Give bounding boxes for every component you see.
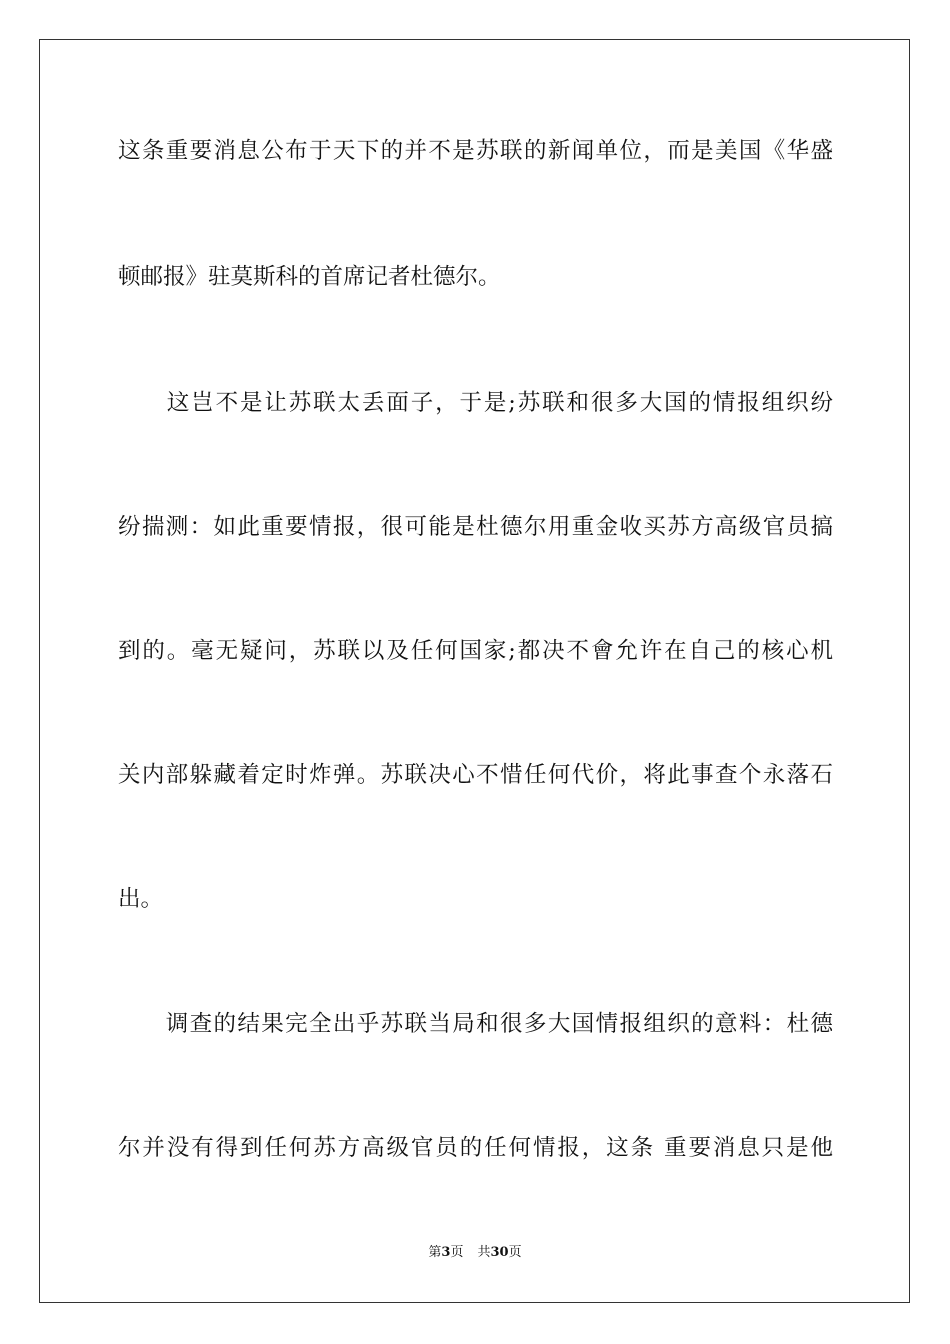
footer-page-prefix: 第 [428,1245,442,1260]
page-footer [0,1244,950,1262]
text-line-6: 关内部躲藏着定时炸弹。苏联决心不惜任何代价，将此事查个永落石 [118,762,833,788]
footer-total-prefix: 共 [477,1245,491,1260]
text-line-4: 纷揣测：如此重要情报，很可能是杜德尔用重金收买苏方高级官员搞 [118,514,833,540]
text-line-9: 尔并没有得到任何苏方高级官员的任何情报，这条 重要消息只是他 [118,1135,833,1161]
page-border [39,39,910,1303]
footer-page-suffix: 页 [450,1245,464,1260]
text-line-5: 到的。毫无疑问，苏联以及任何国家;都决不會允许在自己的核心机 [118,638,833,664]
text-line-2: 顿邮报》驻莫斯科的首席记者杜德尔。 [118,264,501,290]
footer-total-number: 30 [490,1245,509,1260]
text-line-1: 这条重要消息公布于天下的并不是苏联的新闻单位，而是美国《华盛 [118,138,833,164]
text-line-3: 这岂不是让苏联太丢面子，于是;苏联和很多大国的情报组织纷 [118,390,833,416]
footer-page-number: 3 [441,1245,451,1260]
text-line-7: 出。 [118,886,164,912]
footer-total-suffix: 页 [508,1245,522,1260]
text-line-8: 调查的结果完全出乎苏联当局和很多大国情报组织的意料：杜德 [118,1011,833,1037]
